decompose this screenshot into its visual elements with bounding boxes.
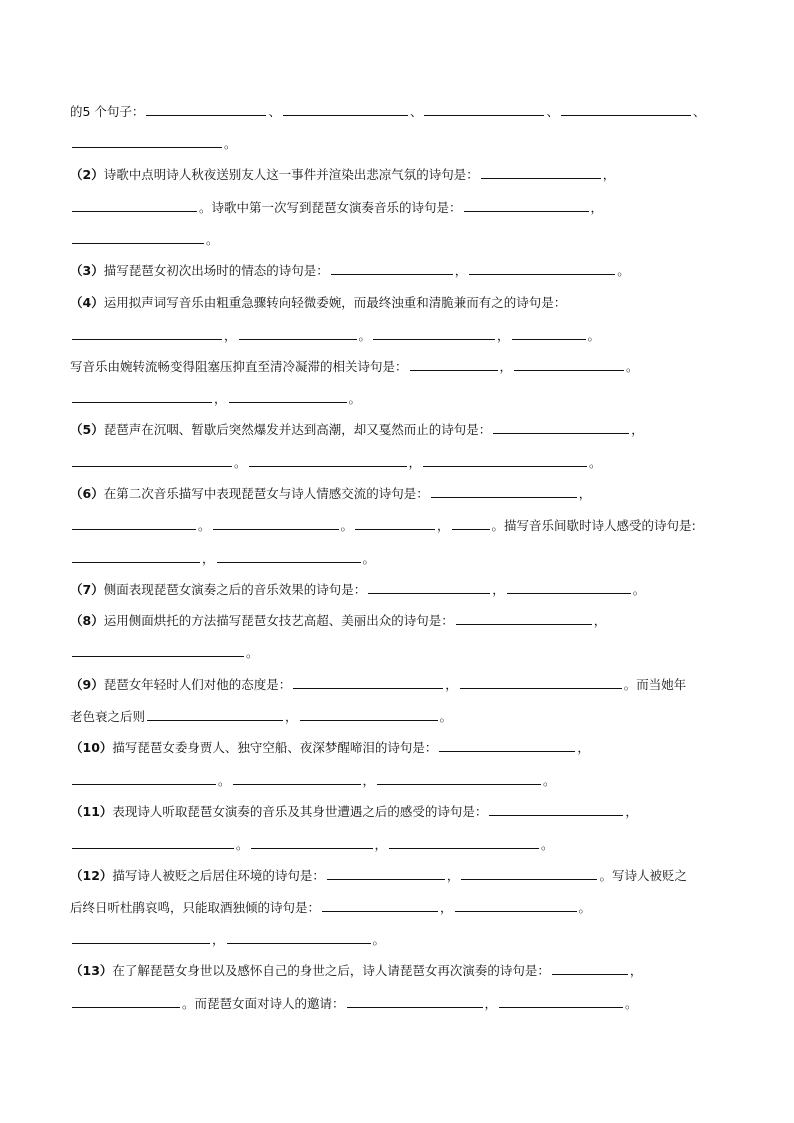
- answer-blank[interactable]: [239, 326, 357, 340]
- text-line: [70, 516, 730, 536]
- answer-blank[interactable]: [424, 102, 544, 116]
- punct: 。: [236, 837, 249, 852]
- question-text: 。诗歌中第一次写到琵琶女演奏音乐的诗句是：: [199, 200, 462, 215]
- answer-blank[interactable]: [72, 326, 222, 340]
- punct: ，: [440, 900, 453, 915]
- answer-blank[interactable]: [322, 898, 438, 912]
- answer-blank[interactable]: [72, 516, 196, 530]
- punct: 、: [546, 104, 559, 119]
- question-number: （13）: [70, 963, 113, 978]
- punct: 。: [372, 932, 386, 947]
- punct: 。: [358, 328, 372, 343]
- text-line: [70, 771, 730, 791]
- punct: 。: [578, 900, 592, 915]
- text-line: [70, 898, 730, 918]
- question-text: 在了解琵琶女身世以及感怀自己的身世之后，诗人请琵琶女再次演奏的诗句是：: [112, 963, 550, 978]
- answer-blank[interactable]: [327, 866, 445, 880]
- punct: 。: [198, 518, 211, 533]
- punct: 。: [206, 232, 219, 247]
- question-8: [70, 611, 730, 631]
- answer-blank[interactable]: [373, 326, 495, 340]
- answer-blank[interactable]: [389, 835, 539, 849]
- punct: ，: [484, 996, 498, 1011]
- punct: ，: [285, 709, 298, 724]
- text-line: [70, 453, 730, 473]
- answer-blank[interactable]: [410, 357, 498, 371]
- punct: ，: [577, 740, 590, 755]
- punct: 。: [617, 263, 630, 278]
- punct: 。: [632, 582, 646, 597]
- answer-blank[interactable]: [455, 898, 577, 912]
- punct: 。: [587, 328, 601, 343]
- punct: ，: [602, 167, 616, 182]
- answer-blank[interactable]: [72, 453, 232, 467]
- punct: ，: [499, 359, 513, 374]
- answer-blank[interactable]: [347, 994, 483, 1008]
- question-4: [70, 293, 730, 313]
- question-text: 诗歌中点明诗人秋夜送别友人这一事件并渲染出悲凉气氛的诗句是：: [103, 167, 479, 182]
- answer-blank[interactable]: [72, 835, 234, 849]
- answer-blank[interactable]: [460, 675, 622, 689]
- question-number: （6）: [70, 486, 104, 501]
- punct: 。: [589, 455, 602, 470]
- answer-blank[interactable]: [300, 707, 438, 721]
- question-text: 后终日听杜鹃哀鸣，只能取酒独倾的诗句是：: [70, 900, 321, 915]
- answer-blank[interactable]: [293, 675, 443, 689]
- punct: 。: [625, 996, 638, 1011]
- text-line: [70, 134, 730, 154]
- answer-blank[interactable]: [72, 230, 204, 244]
- answer-blank[interactable]: [452, 516, 490, 530]
- question-text: 描写琵琶女委身贾人、独守空船、夜深梦醒啼泪的诗句是：: [112, 740, 438, 755]
- answer-blank[interactable]: [251, 835, 373, 849]
- question-text: 侧面表现琵琶女演奏之后的音乐效果的诗句是：: [103, 582, 367, 597]
- answer-blank[interactable]: [464, 198, 589, 212]
- answer-blank[interactable]: [72, 549, 200, 563]
- punct: ，: [446, 868, 460, 883]
- punct: ，: [492, 582, 505, 597]
- punct: ，: [629, 963, 643, 978]
- answer-blank[interactable]: [72, 994, 180, 1008]
- answer-blank[interactable]: [147, 707, 283, 721]
- question-number: （3）: [70, 263, 104, 278]
- answer-blank[interactable]: [227, 930, 371, 944]
- answer-blank[interactable]: [377, 771, 541, 785]
- punct: ，: [497, 328, 510, 343]
- question-number: （7）: [70, 582, 104, 597]
- punct: ，: [454, 263, 468, 278]
- answer-blank[interactable]: [72, 134, 222, 148]
- answer-blank[interactable]: [493, 420, 629, 434]
- punct: ，: [374, 837, 388, 852]
- text-line: [70, 326, 730, 346]
- question-number: （10）: [70, 740, 113, 755]
- question-9: [70, 675, 730, 695]
- text-line: [70, 549, 730, 569]
- punct: 。: [224, 136, 237, 151]
- text-line: [70, 357, 730, 377]
- question-number: （8）: [70, 613, 104, 628]
- answer-blank[interactable]: [439, 738, 575, 752]
- answer-blank[interactable]: [469, 261, 615, 275]
- question-7: [70, 580, 730, 600]
- answer-blank[interactable]: [507, 580, 631, 594]
- question-number: （5）: [70, 422, 104, 437]
- question-text: 写音乐由婉转流畅变得阻塞压抑直至清冷凝滞的相关诗句是：: [70, 359, 408, 374]
- punct: :: [691, 518, 696, 533]
- text-line: [70, 389, 730, 409]
- answer-blank[interactable]: [431, 484, 577, 498]
- punct: 。: [234, 455, 247, 470]
- answer-blank[interactable]: [72, 930, 210, 944]
- punct: ，: [362, 773, 376, 788]
- punct: ，: [437, 518, 450, 533]
- answer-blank[interactable]: [233, 771, 361, 785]
- question-6: [70, 484, 730, 504]
- punct: 、: [692, 104, 706, 119]
- punct: 、: [409, 104, 423, 119]
- answer-blank[interactable]: [456, 611, 592, 625]
- answer-blank[interactable]: [355, 516, 435, 530]
- answer-blank[interactable]: [213, 516, 339, 530]
- text-line: [70, 102, 730, 122]
- question-text: 表现诗人听取琵琶女演奏的音乐及其身世遭遇之后的感受的诗句是：: [112, 804, 488, 819]
- answer-blank[interactable]: [146, 102, 266, 116]
- text-line: [70, 994, 730, 1014]
- punct: ，: [202, 551, 215, 566]
- question-number: （12）: [70, 868, 113, 883]
- question-text: 琵琶女年轻时人们对他的态度是：: [103, 677, 292, 692]
- text-line: [70, 707, 730, 727]
- question-text: 在第二次音乐描写中表现琵琶女与诗人情感交流的诗句是：: [103, 486, 429, 501]
- punct: 。: [626, 359, 639, 374]
- punct: 。: [348, 391, 362, 406]
- question-number: （2）: [70, 167, 104, 182]
- answer-blank[interactable]: [331, 261, 453, 275]
- punct: ，: [625, 804, 638, 819]
- punct: 。: [541, 837, 554, 852]
- question-number: （4）: [70, 295, 104, 310]
- question-3: [70, 261, 730, 281]
- punct: 。: [340, 518, 354, 533]
- question-text: 描写诗人被贬之后居住环境的诗句是：: [112, 868, 325, 883]
- punct: ，: [445, 677, 458, 692]
- question-text: 运用拟声词写音乐由粗重急骤转向轻微委婉，而最终浊重和清脆兼而有之的诗句是：: [103, 295, 567, 310]
- answer-blank[interactable]: [229, 389, 347, 403]
- punct: ，: [578, 486, 592, 501]
- question-text: 。而琵琶女面对诗人的邀请：: [182, 996, 345, 1011]
- punct: ，: [590, 200, 604, 215]
- answer-blank[interactable]: [217, 549, 361, 563]
- answer-blank[interactable]: [461, 866, 597, 880]
- punct: ，: [593, 613, 607, 628]
- text-line: [70, 643, 730, 663]
- answer-blank[interactable]: [499, 994, 623, 1008]
- answer-blank[interactable]: [489, 802, 623, 816]
- question-5: [70, 420, 730, 440]
- text-line: [70, 198, 730, 218]
- question-number: （9）: [70, 677, 104, 692]
- answer-blank[interactable]: [512, 326, 586, 340]
- text-line: [70, 835, 730, 855]
- question-2: [70, 165, 730, 185]
- question-12: [70, 866, 730, 886]
- punct: 。: [218, 773, 231, 788]
- answer-blank[interactable]: [72, 643, 244, 657]
- answer-blank[interactable]: [283, 102, 408, 116]
- punct: ，: [631, 422, 644, 437]
- text-line: [70, 230, 730, 250]
- punct: 。: [543, 773, 556, 788]
- text-line: [70, 930, 730, 950]
- answer-blank[interactable]: [423, 453, 587, 467]
- answer-blank[interactable]: [481, 165, 601, 179]
- question-text: 琵琶声在沉咽、暂歇后突然爆发并达到高潮，却又戛然而止的诗句是：: [103, 422, 492, 437]
- punct: ，: [214, 391, 227, 406]
- answer-blank[interactable]: [514, 357, 624, 371]
- question-number: （11）: [70, 804, 113, 819]
- question-text: 老色衰之后则: [70, 709, 146, 724]
- punct: ，: [224, 328, 237, 343]
- answer-blank[interactable]: [249, 453, 407, 467]
- question-text: 。而当她年: [623, 677, 687, 692]
- question-text: 运用侧面烘托的方法描写琵琶女技艺高超、美丽出众的诗句是：: [103, 613, 454, 628]
- question-text: 。写诗人被贬之: [599, 868, 687, 883]
- punct: ，: [408, 455, 422, 470]
- question-text: 。描写音乐间歇时诗人感受的诗句是: [491, 518, 692, 533]
- question-10: [70, 738, 730, 758]
- punct: 。: [439, 709, 453, 724]
- answer-blank[interactable]: [72, 771, 216, 785]
- answer-blank[interactable]: [561, 102, 691, 116]
- question-text: 描写琵琶女初次出场时的情态的诗句是：: [103, 263, 329, 278]
- question-11: [70, 802, 730, 822]
- punct: 。: [362, 551, 376, 566]
- answer-blank[interactable]: [72, 389, 212, 403]
- answer-blank[interactable]: [552, 961, 628, 975]
- punct: ，: [212, 932, 225, 947]
- question-13: [70, 961, 730, 981]
- punct: 。: [246, 645, 259, 660]
- punct: 、: [268, 104, 281, 119]
- answer-blank[interactable]: [368, 580, 490, 594]
- answer-blank[interactable]: [72, 198, 197, 212]
- line-text: 的5 个句子：: [70, 104, 145, 119]
